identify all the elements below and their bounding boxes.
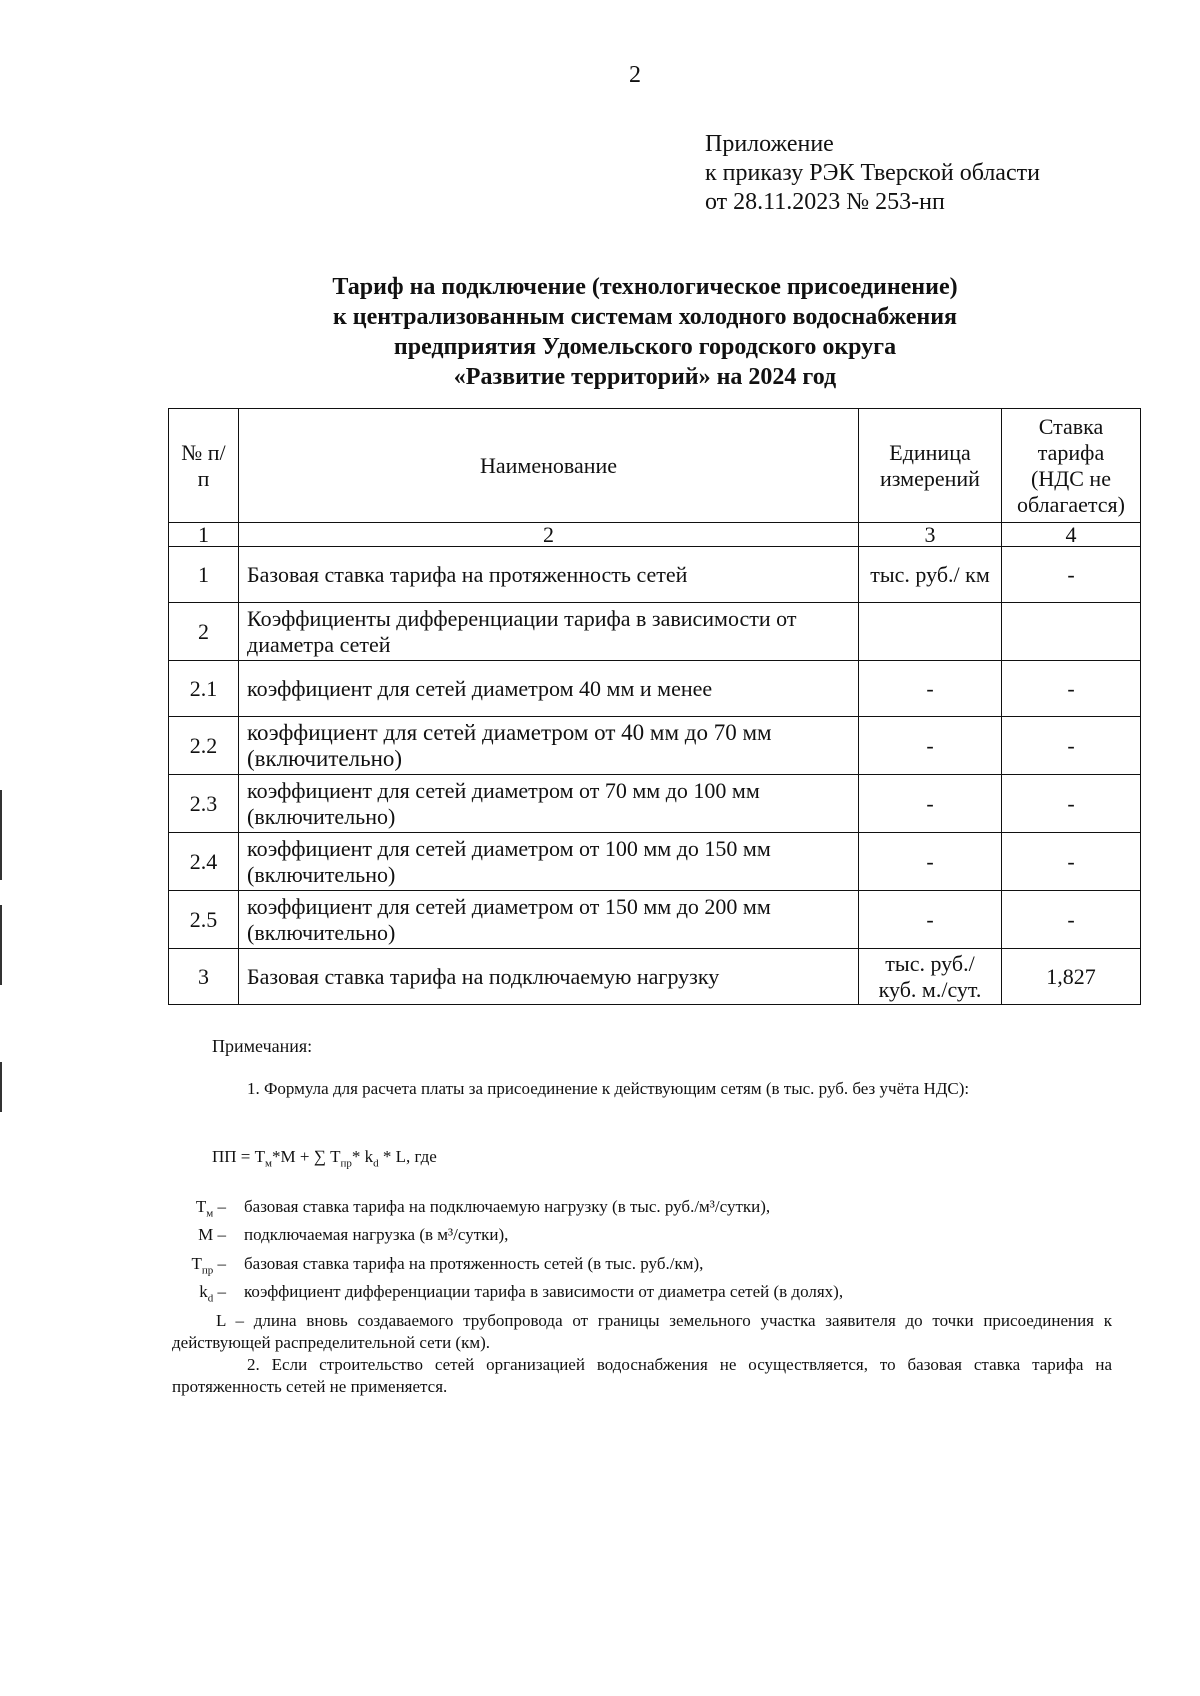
row-rate: - xyxy=(1002,775,1141,833)
title-line-1: Тариф на подключение (технологическое присоединение) xyxy=(332,274,958,300)
def-dash: – xyxy=(217,1225,226,1245)
def-symbol-sub: пр xyxy=(201,1264,214,1277)
table-header-row xyxy=(169,409,1141,523)
table-row xyxy=(169,603,1141,661)
row-rate: - xyxy=(1002,717,1141,775)
appendix-line-3: от 28.11.2023 № 253-нп xyxy=(705,189,945,215)
table-row xyxy=(169,717,1141,775)
row-num: 1 xyxy=(169,547,239,603)
def-symbol-sub: d xyxy=(207,1292,214,1305)
appendix-block xyxy=(705,130,1040,217)
table-row xyxy=(169,891,1141,949)
header-unit: Единица измерений xyxy=(859,409,1002,523)
table-row xyxy=(169,833,1141,891)
header-name: Наименование xyxy=(239,409,859,523)
def-text: базовая ставка тарифа на протяженность сетей (в тыс. руб./км), xyxy=(244,1253,704,1273)
def-symbol-sub: м xyxy=(206,1207,214,1220)
definition-row xyxy=(172,1281,1112,1309)
row-name: коэффициент для сетей диаметром от 40 мм до 70 мм (включительно) xyxy=(239,717,859,775)
row-name: коэффициент для сетей диаметром от 70 мм до 100 мм (включительно) xyxy=(239,775,859,833)
row-rate xyxy=(1002,603,1141,661)
row-name: коэффициент для сетей диаметром от 100 мм до 150 мм (включительно) xyxy=(239,833,859,891)
formula-part: ПП = Т xyxy=(212,1147,266,1166)
tariff-table xyxy=(168,408,1141,1005)
index-cell: 2 xyxy=(239,523,859,547)
def-dash: – xyxy=(217,1197,226,1216)
row-rate: 1,827 xyxy=(1002,949,1141,1005)
def-text: базовая ставка тарифа на подключаемую нагрузку (в тыс. руб./м³/сутки), xyxy=(244,1197,771,1216)
row-rate: - xyxy=(1002,661,1141,717)
table-row xyxy=(169,775,1141,833)
notes-title: Примечания: xyxy=(212,1036,313,1056)
formula-part: *М + ∑ Т xyxy=(272,1147,341,1166)
definition-L: L – длина вновь создаваемого трубопровода от границы земельного участка заявителя до точки присоединения к действующей распределительной сети (км). xyxy=(172,1310,1112,1352)
row-name: Базовая ставка тарифа на протяженность сетей xyxy=(239,547,859,603)
appendix-line-2: к приказу РЭК Тверской области xyxy=(705,160,1040,186)
def-dash: – xyxy=(217,1253,226,1273)
formula-sub: пр xyxy=(340,1157,352,1170)
def-dash: – xyxy=(217,1282,226,1302)
row-rate: - xyxy=(1002,833,1141,891)
header-rate: Ставка тарифа (НДС не облагается) xyxy=(1002,409,1141,523)
row-num: 2.5 xyxy=(169,891,239,949)
index-cell: 1 xyxy=(169,523,239,547)
row-num: 2.4 xyxy=(169,833,239,891)
title-line-4: «Развитие территорий» на 2024 год xyxy=(453,364,837,390)
def-symbol: М xyxy=(198,1225,214,1245)
definition-row xyxy=(172,1253,1112,1281)
row-name: коэффициент для сетей диаметром от 150 мм до 200 мм (включительно) xyxy=(239,891,859,949)
row-name: коэффициент для сетей диаметром 40 мм и менее xyxy=(239,661,859,717)
scan-edge-mark xyxy=(0,790,2,880)
formula-part: * k xyxy=(351,1147,374,1166)
table-row xyxy=(169,547,1141,603)
note-1: 1. Формула для расчета платы за присоединение к действующим сетям (в тыс. руб. без учёта НДС): xyxy=(247,1079,970,1098)
title-line-2: к централизованным системам холодного водоснабжения xyxy=(332,304,958,330)
row-unit: - xyxy=(859,775,1002,833)
row-unit xyxy=(859,603,1002,661)
row-rate: - xyxy=(1002,547,1141,603)
row-num: 2.3 xyxy=(169,775,239,833)
definition-row xyxy=(172,1196,1112,1224)
row-rate: - xyxy=(1002,891,1141,949)
def-text: коэффициент дифференциации тарифа в зависимости от диаметра сетей (в долях), xyxy=(244,1282,844,1302)
page-number: 2 xyxy=(629,62,641,88)
formula-sub: d xyxy=(373,1157,379,1170)
def-text: подключаемая нагрузка (в м³/сутки), xyxy=(244,1225,509,1245)
scan-edge-mark xyxy=(0,905,2,985)
index-cell: 4 xyxy=(1002,523,1141,547)
note-2: 2. Если строительство сетей организацией водоснабжения не осуществляется, то базовая ставка тарифа на протяженность сетей не применяется. xyxy=(172,1354,1112,1396)
row-name: Базовая ставка тарифа на подключаемую нагрузку xyxy=(239,949,859,1005)
payment-formula xyxy=(212,1146,812,1174)
formula-sub: м xyxy=(265,1157,272,1170)
row-num: 2.2 xyxy=(169,717,239,775)
table-index-row xyxy=(169,523,1141,547)
def-symbol: k xyxy=(199,1282,208,1302)
header-num: № п/п xyxy=(169,409,239,523)
row-unit: - xyxy=(859,833,1002,891)
row-num: 2 xyxy=(169,603,239,661)
table-row xyxy=(169,661,1141,717)
row-num: 3 xyxy=(169,949,239,1005)
row-name: Коэффициенты дифференциации тарифа в зависимости от диаметра сетей xyxy=(239,603,859,661)
table-row xyxy=(169,949,1141,1005)
document-title xyxy=(170,272,1120,392)
formula-definitions xyxy=(172,1196,1112,1398)
row-unit: - xyxy=(859,717,1002,775)
index-cell: 3 xyxy=(859,523,1002,547)
row-num: 2.1 xyxy=(169,661,239,717)
def-symbol: Т xyxy=(191,1253,202,1273)
row-unit: тыс. руб./ куб. м./сут. xyxy=(859,949,1002,1005)
scan-edge-mark xyxy=(0,1062,2,1112)
row-unit: тыс. руб./ км xyxy=(859,547,1002,603)
formula-part: * L, где xyxy=(378,1147,437,1166)
title-line-3: предприятия Удомельского городского округа xyxy=(393,334,897,360)
appendix-line-1: Приложение xyxy=(705,131,834,157)
def-symbol: Т xyxy=(195,1197,207,1216)
definition-row xyxy=(172,1224,1112,1252)
row-unit: - xyxy=(859,891,1002,949)
row-unit: - xyxy=(859,661,1002,717)
